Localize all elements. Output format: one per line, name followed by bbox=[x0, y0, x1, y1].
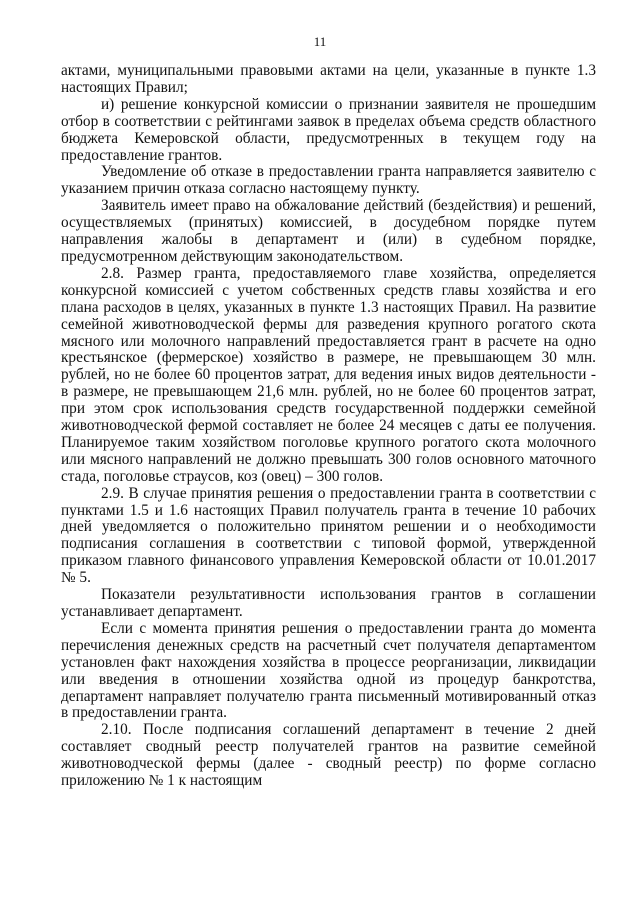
page-number: 11 bbox=[313, 34, 327, 49]
paragraph-section-2-10: 2.10. После подписания соглашений департамент в течение 2 дней составляет сводный реестр получателей грантов на развитие семейной животноводческой фермы (далее - сводный реестр) по форме согласно приложению № 1 к настоящим bbox=[61, 721, 596, 790]
document-body bbox=[61, 63, 596, 790]
paragraph-item-i: и) решение конкурсной комиссии о признании заявителя не прошедшим отбор в соответствии с рейтингами заявок в пределах объема средств областного бюджета Кемеровской области, предусмотренных в текущем году на предоставление грантов. bbox=[61, 95, 596, 164]
paragraph-performance-indicators: Показатели результативности использования грантов в соглашении устанавливает департамент. bbox=[61, 586, 596, 620]
paragraph-reorganization-refusal: Если с момента принятия решения о предоставлении гранта до момента перечисления денежных средств на расчетный счет получателя департаментом установлен факт нахождения хозяйства в процессе реорганизации, ликвидации или введения в отношении хозяйства одной из процедур банкротства, департамент направляет получателю гранта письменный мотивированный отказ в предоставлении гранта. bbox=[61, 619, 596, 722]
paragraph-appeal-right: Заявитель имеет право на обжалование действий (бездействия) и решений, осуществляемых (принятых) комиссией, в досудебном порядке путем направления жалобы в департамент и (или) в судебном порядке, предусмотренном действующим законодательством. bbox=[61, 197, 596, 265]
paragraph-continuation: актами, муниципальными правовыми актами на цели, указанные в пункте 1.3 настоящих Правил; bbox=[61, 62, 596, 96]
paragraph-section-2-9: 2.9. В случае принятия решения о предоставлении гранта в соответствии с пунктами 1.5 и 1.6 настоящих Правил получатель гранта в течение 10 рабочих дней уведомляется о положительно принятом решении и о необходимости подписания соглашения в соответствии с типовой формой, утвержденной приказом главного финансового управления Кемеровской области от 10.01.2017 № 5. bbox=[61, 484, 596, 587]
paragraph-section-2-8: 2.8. Размер гранта, предоставляемого главе хозяйства, определяется конкурсной комиссией с учетом собственных средств главы хозяйства и его плана расходов в целях, указанных в пункте 1.3 настоящих Правил. На развитие семейной животноводческой фермы для разведения крупного рогатого скота мясного или молочного направлений предоставляется грант в расчете на одно крестьянское (фермерское) хозяйство в размере, не превышающем 30 млн. рублей, но не более 60 процентов затрат, для ведения иных видов деятельности - в размере, не превышающем 21,6 млн. рублей, но не более 60 процентов затрат, при этом срок использования средств государственной поддержки семейной животноводческой фермой составляет не более 24 месяцев с даты ее получения. Планируемое таким хозяйством поголовье крупного рогатого скота молочного или мясного направлений не должно превышать 300 голов основного маточного стада, поголовье страусов, коз (овец) – 300 голов. bbox=[61, 264, 596, 485]
paragraph-refusal-notice: Уведомление об отказе в предоставлении гранта направляется заявителю с указанием причин отказа согласно настоящему пункту. bbox=[61, 163, 596, 198]
